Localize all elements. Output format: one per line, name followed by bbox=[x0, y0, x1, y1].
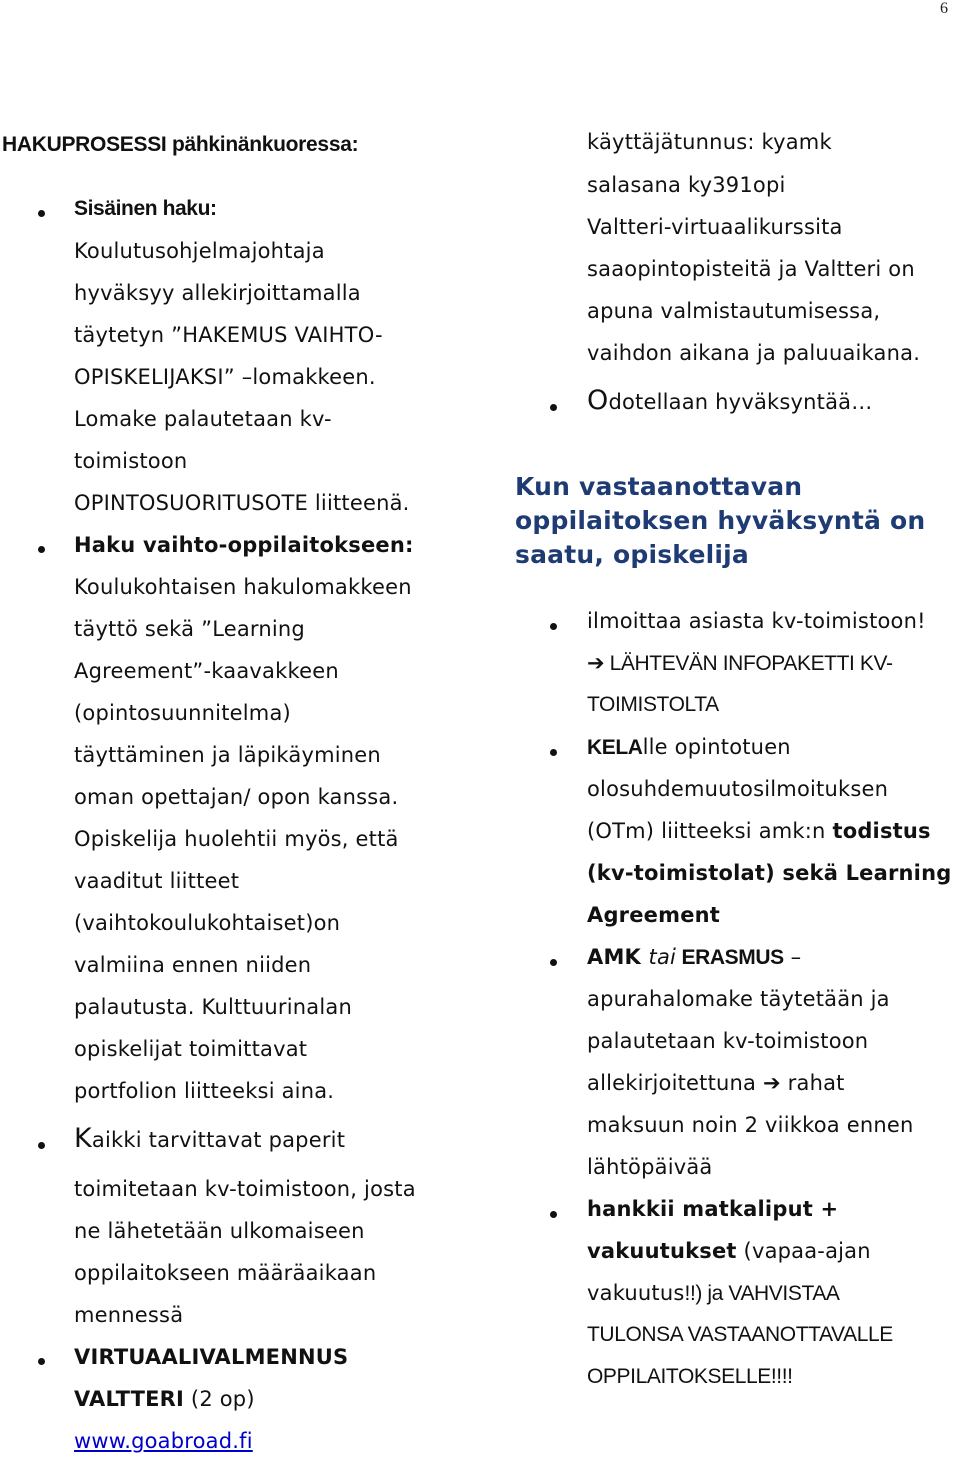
intro-line: salasana ky391opi bbox=[587, 173, 786, 197]
b3-amk: AMK bbox=[587, 945, 649, 969]
b1-infopaketti: LÄHTEVÄN INFOPAKETTI KV- bbox=[609, 652, 893, 675]
item1-line: täytetyn ”HAKEMUS VAIHTO- bbox=[74, 323, 383, 347]
b3-line bbox=[587, 1062, 845, 1104]
b4-line: TULONSA VASTAANOTTAVALLE bbox=[587, 1323, 893, 1346]
item2-line: täyttäminen ja läpikäyminen bbox=[74, 743, 381, 767]
item1-line: toimistoon bbox=[74, 449, 188, 473]
item3-initial: K bbox=[74, 1123, 92, 1154]
b1-line: ilmoittaa asiasta kv-toimistoon! bbox=[587, 609, 926, 633]
bullet-icon bbox=[550, 623, 557, 630]
b3-erasmus: ERASMUS bbox=[676, 946, 784, 969]
goabroad-link[interactable]: www.goabroad.fi bbox=[74, 1429, 253, 1453]
b2-line bbox=[587, 726, 791, 769]
b1-line: TOIMISTOLTA bbox=[587, 693, 719, 716]
item1-line: OPISKELIJAKSI” –lomakkeen. bbox=[74, 365, 376, 389]
b2-otm: (OTm) liitteeksi amk:n bbox=[587, 819, 833, 843]
wait-rest: dotellaan hyväksyntää… bbox=[608, 390, 873, 414]
bullet-icon bbox=[550, 959, 557, 966]
item2-line: Opiskelija huolehtii myös, että bbox=[74, 827, 399, 851]
item3-line: toimitetaan kv-toimistoon, josta bbox=[74, 1177, 416, 1201]
b2-kela: KELA bbox=[587, 736, 643, 759]
arrow-right-icon: ➔ bbox=[587, 651, 605, 675]
item3-first-line bbox=[74, 1118, 345, 1161]
b3-rahat: rahat bbox=[780, 1071, 845, 1095]
bullet-icon bbox=[38, 1142, 45, 1149]
item2-line: palautusta. Kulttuurinalan bbox=[74, 995, 352, 1019]
b3-line: apurahalomake täytetään ja bbox=[587, 987, 890, 1011]
item1-label: Sisäinen haku: bbox=[74, 197, 217, 220]
item2-line: portfolion liitteeksi aina. bbox=[74, 1079, 335, 1103]
right-heading-line: oppilaitoksen hyväksyntä on bbox=[515, 506, 926, 535]
intro-line: käyttäjätunnus: kyamk bbox=[587, 130, 832, 154]
b4-line: hankkii matkaliput + bbox=[587, 1197, 839, 1221]
b2-line: olosuhdemuutosilmoituksen bbox=[587, 777, 889, 801]
b2-line: (kv-toimistolat) sekä Learning bbox=[587, 861, 952, 885]
b3-tai: tai bbox=[648, 945, 677, 969]
b4-line bbox=[587, 1230, 871, 1272]
item2-line: oman opettajan/ opon kanssa. bbox=[74, 785, 399, 809]
item1-line: OPINTOSUORITUSOTE liitteenä. bbox=[74, 491, 410, 515]
bullet-icon bbox=[38, 546, 45, 553]
item4-line1: VIRTUAALIVALMENNUS bbox=[74, 1345, 349, 1369]
b2-line: Agreement bbox=[587, 903, 721, 927]
item1-line: Koulutusohjelmajohtaja bbox=[74, 239, 325, 263]
bullet-icon bbox=[38, 1358, 45, 1365]
intro-line: apuna valmistautumisessa, bbox=[587, 299, 881, 323]
bullet-icon bbox=[550, 749, 557, 756]
b4-line bbox=[587, 1272, 840, 1315]
item3-line: mennessä bbox=[74, 1303, 184, 1327]
wait-initial: O bbox=[587, 385, 609, 416]
item2-line: (vaihtokoulukohtaiset)on bbox=[74, 911, 341, 935]
bullet-icon bbox=[38, 210, 45, 217]
goabroad-line bbox=[74, 1420, 253, 1462]
b1-line bbox=[587, 642, 893, 685]
item1-line: hyväksyy allekirjoittamalla bbox=[74, 281, 361, 305]
intro-line: saaopintopisteitä ja Valtteri on bbox=[587, 257, 915, 281]
item3-first-rest: aikki tarvittavat paperit bbox=[91, 1128, 346, 1152]
item1-line: Lomake palautetaan kv- bbox=[74, 407, 332, 431]
b4-vahvistaa: !!) ja VAHVISTAA bbox=[684, 1282, 840, 1305]
item2-line: opiskelijat toimittavat bbox=[74, 1037, 308, 1061]
item2-line: Agreement”-kaavakkeen bbox=[74, 659, 339, 683]
b4-vapaa: (vapaa-ajan bbox=[736, 1239, 871, 1263]
b2-rest: lle opintotuen bbox=[642, 735, 791, 759]
item2-line: Koulukohtaisen hakulomakkeen bbox=[74, 575, 412, 599]
b3-signed: allekirjoitettuna bbox=[587, 1071, 763, 1095]
item2-line: vaaditut liitteet bbox=[74, 869, 240, 893]
bullet-icon bbox=[550, 404, 557, 411]
item4-valtteri: VALTTERI bbox=[74, 1387, 185, 1411]
left-title: HAKUPROSESSI pähkinänkuoressa: bbox=[2, 133, 359, 156]
page-number: 6 bbox=[940, 0, 948, 17]
wait-line bbox=[587, 380, 872, 423]
item2-line: täyttö sekä ”Learning bbox=[74, 617, 305, 641]
b4-vakuutus: vakuutus bbox=[587, 1281, 685, 1305]
b4-vakuutukset: vakuutukset bbox=[587, 1239, 737, 1263]
b4-line: OPPILAITOKSELLE!!!! bbox=[587, 1365, 793, 1388]
b3-line: maksuun noin 2 viikkoa ennen bbox=[587, 1113, 914, 1137]
b3-line: palautetaan kv-toimistoon bbox=[587, 1029, 869, 1053]
item2-line: (opintosuunnitelma) bbox=[74, 701, 291, 725]
item4-line2 bbox=[74, 1378, 255, 1420]
b3-line bbox=[587, 936, 801, 979]
right-heading-line: Kun vastaanottavan bbox=[515, 472, 803, 501]
item2-line: valmiina ennen niiden bbox=[74, 953, 312, 977]
item3-line: oppilaitokseen määräaikaan bbox=[74, 1261, 377, 1285]
right-heading-line: saatu, opiskelija bbox=[515, 540, 749, 569]
arrow-right-icon: ➔ bbox=[763, 1071, 781, 1095]
b3-dash: – bbox=[783, 945, 802, 969]
item3-line: ne lähetetään ulkomaiseen bbox=[74, 1219, 365, 1243]
intro-line: vaihdon aikana ja paluuaikana. bbox=[587, 341, 921, 365]
b2-line bbox=[587, 810, 931, 852]
intro-line: Valtteri-virtuaalikurssita bbox=[587, 215, 843, 239]
b3-line: lähtöpäivää bbox=[587, 1155, 713, 1179]
b2-todistus: todistus bbox=[832, 819, 931, 843]
right-heading bbox=[515, 470, 925, 572]
item4-credits: (2 op) bbox=[184, 1387, 255, 1411]
bullet-icon bbox=[550, 1211, 557, 1218]
item2-label: Haku vaihto-oppilaitokseen: bbox=[74, 533, 414, 557]
